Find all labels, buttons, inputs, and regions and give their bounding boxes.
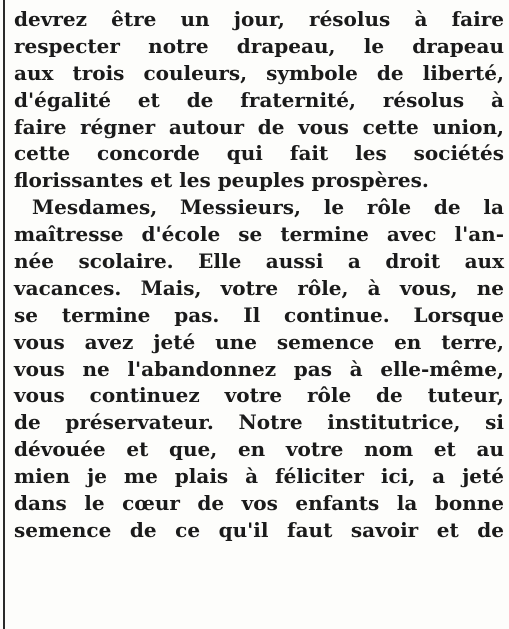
text-line: semence de ce qu'il faut savoir et de bbox=[14, 517, 504, 542]
text-line: dans le cœur de vos enfants la bonne bbox=[14, 491, 504, 516]
text-line: vous avez jeté une semence en terre, bbox=[14, 329, 504, 354]
text-line: née scolaire. Elle aussi a droit aux bbox=[14, 249, 504, 274]
text-line: cette concorde qui fait les sociétés bbox=[14, 141, 504, 166]
text-line: d'égalité et de fraternité, résolus à bbox=[14, 87, 504, 112]
text-line: respecter notre drapeau, le drapeau bbox=[14, 33, 504, 58]
text-line: mien je me plais à féliciter ici, a jeté bbox=[14, 464, 504, 489]
text-line: florissantes et les peuples prospères. bbox=[14, 168, 429, 193]
article-body bbox=[14, 6, 504, 544]
text-line: maîtresse d'école se termine avec l'an- bbox=[14, 222, 504, 247]
column-rule bbox=[3, 0, 5, 629]
text-line: vacances. Mais, votre rôle, à vous, ne bbox=[14, 275, 504, 300]
text-line: aux trois couleurs, symbole de liberté, bbox=[14, 60, 504, 85]
text-line: vous continuez votre rôle de tuteur, bbox=[14, 383, 504, 408]
paragraph-first-line: Mesdames, Messieurs, le rôle de la bbox=[32, 195, 504, 220]
text-line: faire régner autour de vous cette union, bbox=[14, 114, 504, 139]
text-line: devrez être un jour, résolus à faire bbox=[14, 7, 504, 31]
text-line: se termine pas. Il continue. Lorsque bbox=[14, 302, 504, 327]
text-line: de préservateur. Notre institutrice, si bbox=[14, 410, 504, 435]
text-line: dévouée et que, en votre nom et au bbox=[14, 437, 504, 462]
text-line: vous ne l'abandonnez pas à elle-même, bbox=[14, 356, 504, 381]
